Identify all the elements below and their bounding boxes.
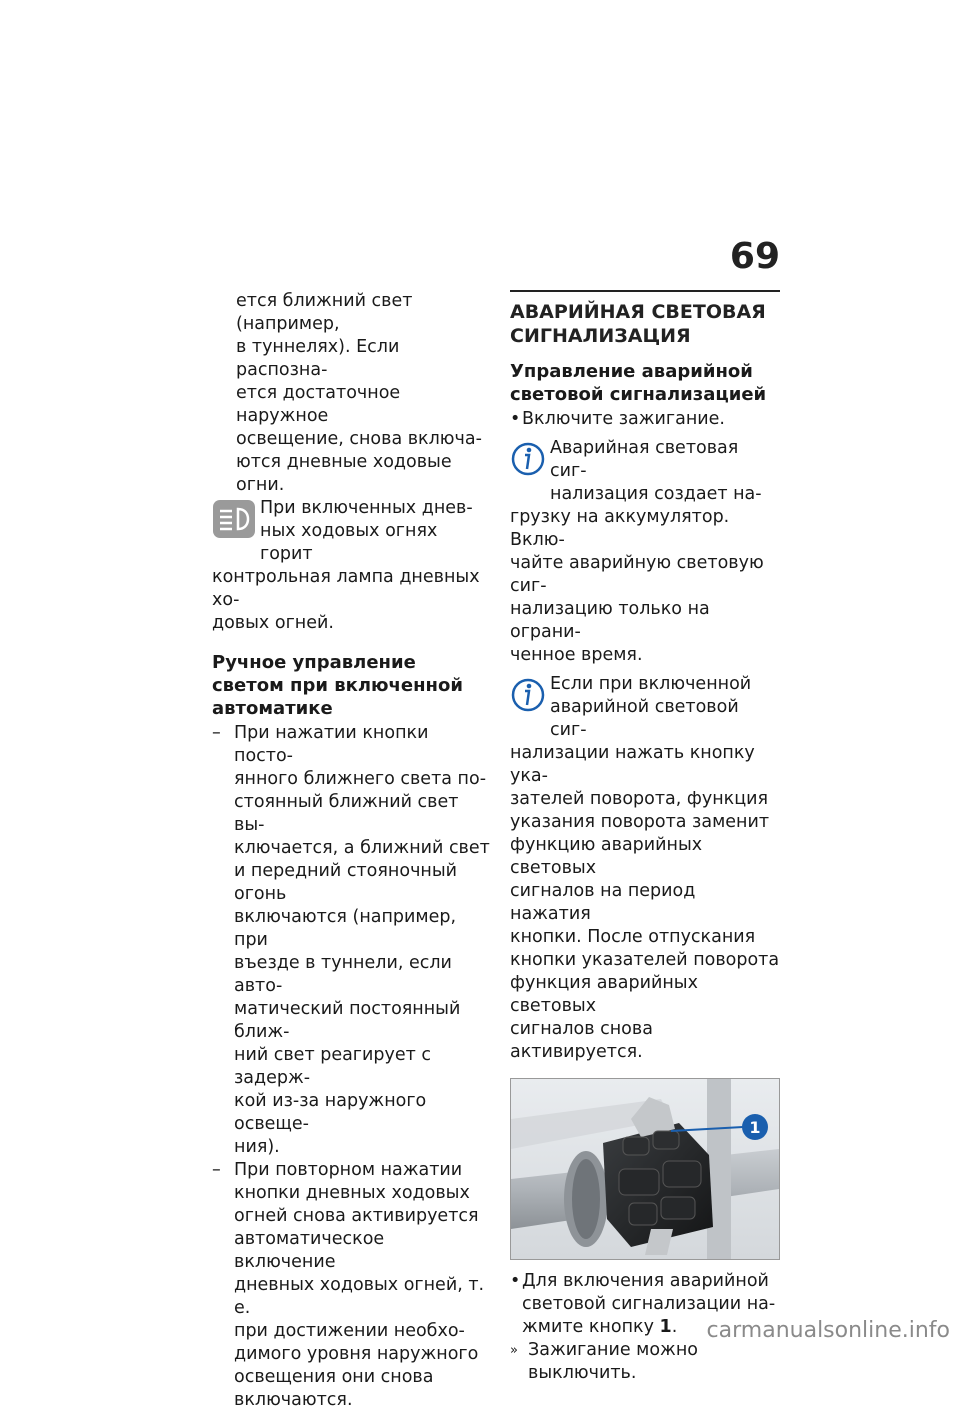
text-line: освещения они снова xyxy=(234,1367,434,1387)
text-line: функцию аварийных световых xyxy=(510,835,703,878)
text-line: включаются (например, при xyxy=(234,907,457,950)
text-line: димого уровня наружного xyxy=(234,1344,479,1364)
info-icon xyxy=(510,437,550,506)
section-heading xyxy=(510,360,780,406)
text-line: сигналов снова активируется. xyxy=(510,1019,653,1062)
text-line: ных ходовых огнях горит xyxy=(260,521,438,564)
right-column xyxy=(510,290,780,1385)
text-line: зателей поворота, функция xyxy=(510,789,769,809)
text-line: стоянный ближний свет вы- xyxy=(234,792,459,835)
text-line: Аварийная световая сиг- xyxy=(550,438,739,481)
text-line: При включенных днев- xyxy=(260,498,473,518)
text-line: грузку на аккумулятор. Вклю- xyxy=(510,507,730,550)
heading-line: светом при включенной xyxy=(212,675,463,696)
result-item xyxy=(510,1339,780,1385)
text-line: огней снова активируется xyxy=(234,1206,479,1226)
result-marker: » xyxy=(510,1343,518,1358)
text-line: световой сигнализации на- xyxy=(522,1294,776,1314)
watermark: carmanualsonline.info xyxy=(706,1318,950,1343)
text-line: ний свет реагирует с задерж- xyxy=(234,1045,431,1088)
heading-line: Управление аварийной xyxy=(510,361,753,382)
heading-line: световой сигнализацией xyxy=(510,384,767,405)
text-line: нализация создает на- xyxy=(550,484,762,504)
text-line: кой из-за наружного освеще- xyxy=(234,1091,427,1134)
text-line: включаются. xyxy=(234,1390,353,1410)
info-note xyxy=(510,437,780,667)
photo-callout-label: 1 xyxy=(749,1118,761,1137)
text-fragment: . xyxy=(671,1317,678,1337)
text-line: кнопки. После отпускания xyxy=(510,927,756,947)
text-fragment: жмите кнопку xyxy=(522,1317,660,1337)
text-line: ченное время. xyxy=(510,645,643,665)
text-line: Зажигание можно выключить. xyxy=(528,1340,698,1383)
text-line: сигналов на период нажатия xyxy=(510,881,696,924)
text-line: ключается, а ближний свет xyxy=(234,838,490,858)
text-line: ются дневные ходовые огни. xyxy=(236,452,452,495)
text-line: контрольная лампа дневных хо- xyxy=(212,567,480,610)
text-line: въезде в туннели, если авто- xyxy=(234,953,452,996)
text-line: в туннелях). Если распозна- xyxy=(236,337,400,380)
dash-marker: – xyxy=(212,723,221,743)
heading-line: автоматике xyxy=(212,698,333,719)
text-line: Для включения аварийной xyxy=(522,1271,769,1291)
text-line: ется достаточное наружное xyxy=(236,383,401,426)
dash-marker: – xyxy=(212,1160,221,1180)
section-heading xyxy=(212,651,490,720)
text-line: янного ближнего света по- xyxy=(234,769,487,789)
list-item xyxy=(212,722,490,1159)
list-item xyxy=(510,408,780,431)
text-line: При нажатии кнопки посто- xyxy=(234,723,429,766)
text-line: матический постоянный ближ- xyxy=(234,999,461,1042)
text-line: нализацию только на ограни- xyxy=(510,599,710,642)
page-number: 69 xyxy=(729,236,780,277)
heading-line: Ручное управление xyxy=(212,652,416,673)
text-line: ния). xyxy=(234,1137,280,1157)
intro-paragraph xyxy=(212,290,490,497)
text-line: Включите зажигание. xyxy=(522,409,725,429)
indicator-note xyxy=(212,497,490,566)
text-line: ется ближний свет (например, xyxy=(236,291,413,334)
text-line: кнопки указателей поворота xyxy=(510,950,780,970)
info-note xyxy=(510,673,780,1064)
text-line: кнопки дневных ходовых xyxy=(234,1183,470,1203)
text-line: указания поворота заменит xyxy=(510,812,770,832)
text-line: дневных ходовых огней, т. е. xyxy=(234,1275,485,1318)
daytime-running-light-icon xyxy=(212,499,256,546)
chapter-heading xyxy=(510,290,780,348)
handlebar-switch-photo xyxy=(510,1078,780,1260)
text-line: нализации нажать кнопку ука- xyxy=(510,743,755,786)
text-line: При повторном нажатии xyxy=(234,1160,463,1180)
text-line: освещение, снова включа- xyxy=(236,429,482,449)
text-line: функция аварийных световых xyxy=(510,973,698,1016)
heading-line: АВАРИЙНАЯ СВЕТОВАЯ xyxy=(510,301,766,323)
text-line: довых огней. xyxy=(212,613,334,633)
text-line: аварийной световой сиг- xyxy=(550,697,739,740)
text-line: автоматическое включение xyxy=(234,1229,385,1272)
text-line: чайте аварийную световую сиг- xyxy=(510,553,764,596)
heading-line: СИГНАЛИЗАЦИЯ xyxy=(510,325,691,347)
left-column xyxy=(212,290,490,1412)
text-line: при достижении необхо- xyxy=(234,1321,465,1341)
bullet-marker: • xyxy=(510,409,521,429)
bullet-marker: • xyxy=(510,1271,521,1291)
callout-reference: 1 xyxy=(659,1317,672,1337)
info-icon xyxy=(510,673,550,742)
list-item xyxy=(212,1159,490,1412)
text-line: Если при включенной xyxy=(550,674,752,694)
text-line: и передний стояночный огонь xyxy=(234,861,458,904)
